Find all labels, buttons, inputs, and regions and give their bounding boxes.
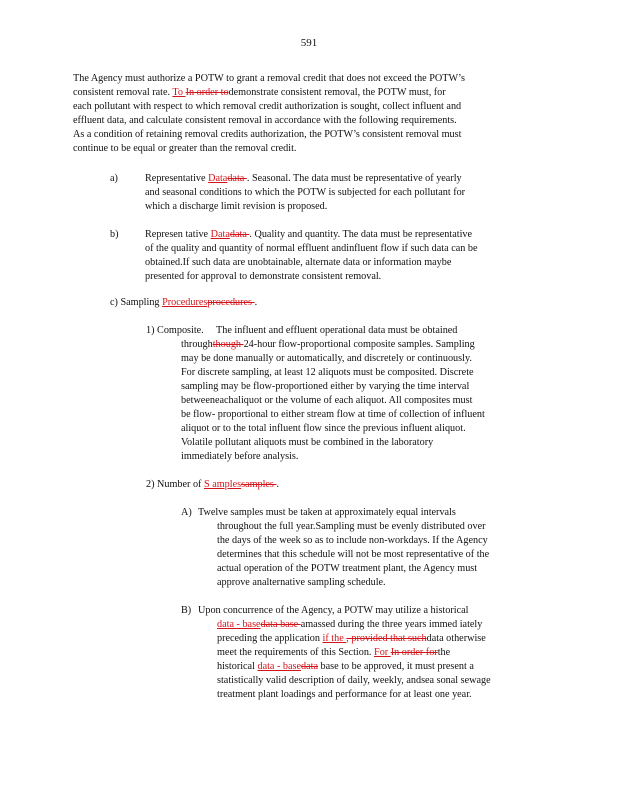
deletion: data base [260,619,301,630]
c1-line-3: may be done manually or automatically, and discretely or continuously. [181,353,472,364]
intro-line-4: effluent data, and calculate consistent removal in accordance with the following requirements. [73,115,457,126]
intro-line-6: continue to be equal or greater than the removal credit. [73,143,297,154]
c1-line-7: be flow- proportional to either stream flow at time of collection of influent [181,409,485,420]
item-B-line-1: Upon concurrence of the Agency, a POTW may utilize a historical [198,605,469,616]
item-a-label: a) [110,173,118,184]
insertion: For [374,647,391,658]
deletion: data [301,661,318,672]
deletion: though [212,339,244,350]
item-A-line-6: approve analternative sampling schedule. [217,577,386,588]
item-a-line-1: Representative Datadata . Seasonal. The data must be representative of yearly [145,173,462,184]
insertion: if the [322,633,347,644]
item-B-line-7: treatment plant loadings and performance for at least one year. [217,689,472,700]
insertion: S amples [204,479,242,490]
item-A-line-2: throughout the full year.Sampling must be evenly distributed over [217,521,486,532]
item-A-line-3: the days of the week so as to include non-workdays. If the Agency [217,535,488,546]
insertion: Data [210,229,230,240]
deletion: In order for [390,647,438,658]
c1-line-5: sampling may be flow-proportioned either by varying the time interval [181,381,470,392]
deletion: data [227,173,247,184]
c1-line-1: The influent and effluent operational data must be obtained [216,325,458,336]
item-b-label: b) [110,229,119,240]
item-a-line-3: which a discharge limit revision is proposed. [145,201,328,212]
item-b-line-2: of the quality and quantity of normal effluent andinfluent flow if such data can be [145,243,478,254]
insertion: data - base [217,619,261,630]
item-A-line-1: Twelve samples must be taken at approximately equal intervals [198,507,456,518]
item-A-label: A) [181,507,192,518]
c1-line-10: immediately before analysis. [181,451,299,462]
item-B-line-4: meet the requirements of this Section. For In order forthe [217,647,451,658]
c1-line-4: For discrete sampling, at least 12 aliquots must be composited. Discrete [181,367,474,378]
c1-line-9: Volatile pollutant aliquots must be combined in the laboratory [181,437,434,448]
item-B-line-6: statistically valid description of daily, weekly, andsea sonal sewage [217,675,491,686]
c1-line-2: throughthough 24-hour flow-proportional composite samples. Sampling [181,339,475,350]
item-b-line-4: presented for approval to demonstrate consistent removal. [145,271,382,282]
insertion: Procedures [162,297,208,308]
item-B-line-3: preceding the application if the , provided that suchdata otherwise [217,633,486,644]
item-a-line-2: and seasonal conditions to which the POTW is subjected for each pollutant for [145,187,466,198]
intro-line-3: each pollutant with respect to which removal credit authorization is sought, collect influent and [73,101,462,112]
item-B-line-5: historical data - basedata base to be approved, it must present a [217,661,474,672]
item-b-line-1: Represen tative Datadata . Quality and quantity. The data must be representative [145,229,473,240]
item-b-line-3: obtained.If such data are unobtainable, alternate data or information maybe [145,257,452,268]
deletion: In order to [185,87,229,98]
c1-line-6: betweeneachaliquot or the volume of each aliquot. All composites must [181,395,473,406]
intro-line-1: The Agency must authorize a POTW to grant a removal credit that does not exceed the POTW’s [73,73,465,84]
insertion: Data [208,173,228,184]
c1-heading: 1) Composite. [146,325,204,336]
c1-line-8: aliquot or to the total influent flow since the previous influent aliquot. [181,423,466,434]
insertion: data - base [257,661,302,672]
c2-heading: 2) Number of S amplessamples . [146,479,279,490]
deletion: data [229,229,250,240]
insertion: To [172,87,186,98]
page-number: 591 [300,37,318,49]
intro-line-5: As a condition of retaining removal credits authorization, the POTW’s consistent removal must [73,129,462,140]
deletion: , provided that such [346,633,427,644]
intro-line-2: consistent removal rate. To In order todemonstrate consistent removal, the POTW must, for [73,87,446,98]
item-A-line-5: actual operation of the POTW treatment plant, the Agency must [217,563,478,574]
deletion: samples [241,479,277,490]
deletion: procedures [207,297,255,308]
item-B-line-2: data - basedata base amassed during the three years immed iately [217,619,483,630]
item-B-label: B) [181,605,192,616]
item-c-heading: c) Sampling Proceduresprocedures . [110,297,258,308]
item-A-line-4: determines that this schedule will not be most representative of the [217,549,490,560]
